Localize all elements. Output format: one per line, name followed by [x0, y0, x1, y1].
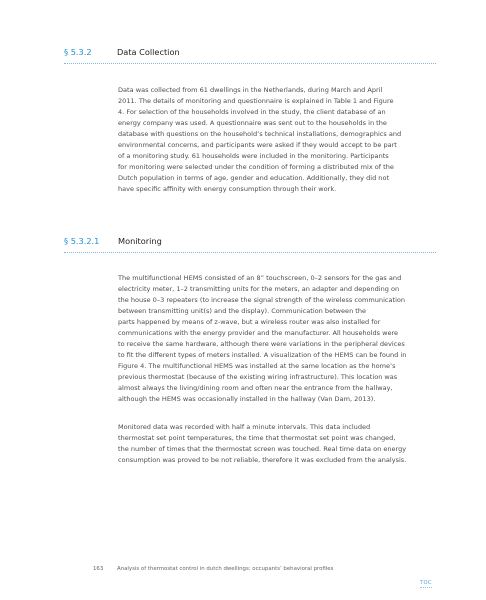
- section-title: Data Collection: [117, 47, 180, 57]
- text-line: of a monitoring study. 61 households were included in the monitoring. Participants: [118, 152, 389, 160]
- paragraph-monitoring-hems: [118, 273, 436, 405]
- text-line: almost always the living/dining room and often near the entrance from the hallway,: [118, 384, 393, 392]
- page-number: 163: [93, 566, 104, 572]
- text-line: environmental concerns, and participants were asked if they would accept to be part: [118, 141, 397, 149]
- toc-link[interactable]: TOC: [420, 580, 432, 586]
- text-line: Data was collected from 61 dwellings in the Netherlands, during March and April: [118, 86, 383, 94]
- text-line: to fit the different types of meters installed. A visualization of the HEMS can be found in: [118, 351, 407, 359]
- text-line: Monitored data was recorded with half a minute intervals. This data included: [118, 423, 371, 431]
- text-line: to receive the same hardware, although there were variations in the peripheral devices: [118, 340, 405, 348]
- paragraph-data-collection: [118, 85, 436, 195]
- text-line: for monitoring were selected under the condition of forming a distributed mix of the: [118, 163, 394, 171]
- text-line: electricity meter, 1–2 transmitting units for the meters, an adapter and depending on: [118, 285, 400, 293]
- text-line: 4. For selection of the households involved in the study, the client database of an: [118, 108, 386, 116]
- paragraph-monitored-data: [118, 422, 436, 466]
- text-line: Dutch population in terms of age, gender and education. Additionally, they did not: [118, 174, 390, 182]
- text-line: The multifunctional HEMS consisted of an 8” touchscreen, 0–2 sensors for the gas and: [118, 274, 402, 282]
- text-line: thermostat set point temperatures, the time that thermostat set point was changed,: [118, 434, 396, 442]
- text-line: parts happened by means of z-wave, but a wireless router was also installed for: [118, 318, 381, 326]
- subsection-title: Monitoring: [118, 236, 162, 246]
- section-number: § 5.3.2: [64, 47, 92, 57]
- text-line: Figure 4. The multifunctional HEMS was installed at the same location as the home’s: [118, 362, 396, 370]
- text-line: 2011. The details of monitoring and questionnaire is explained in Table 1 and Figure: [118, 97, 394, 105]
- section-heading: [64, 47, 436, 64]
- text-line: energy company was used. A questionnaire was sent out to the households in the: [118, 119, 387, 127]
- subsection-heading: [64, 236, 436, 253]
- text-line: although the HEMS was occasionally installed in the hallway (Van Dam, 2013).: [118, 395, 376, 403]
- text-line: have specific affinity with energy consumption through their work.: [118, 185, 337, 193]
- subsection-number: § 5.3.2.1: [64, 236, 100, 246]
- text-line: database with questions on the household’s technical installations, demographics and: [118, 130, 402, 138]
- text-line: the number of times that the thermostat screen was touched. Real time data on energy: [118, 445, 407, 453]
- text-line: previous thermostat (because of the existing wiring infrastructure). This location was: [118, 373, 398, 381]
- running-title: Analysis of thermostat control in dutch dwellings: occupants’ behavioral profiles: [117, 566, 334, 572]
- text-line: consumption was proved to be not reliable, therefore it was excluded from the analysis.: [118, 456, 407, 464]
- text-line: between transmitting unit(s) and the display). Communication between the: [118, 307, 367, 315]
- text-line: communications with the energy provider and the manufacturer. All households were: [118, 329, 399, 337]
- text-line: the house 0–3 repeaters (to increase the signal strength of the wireless communication: [118, 296, 406, 304]
- page-footer: [93, 565, 333, 573]
